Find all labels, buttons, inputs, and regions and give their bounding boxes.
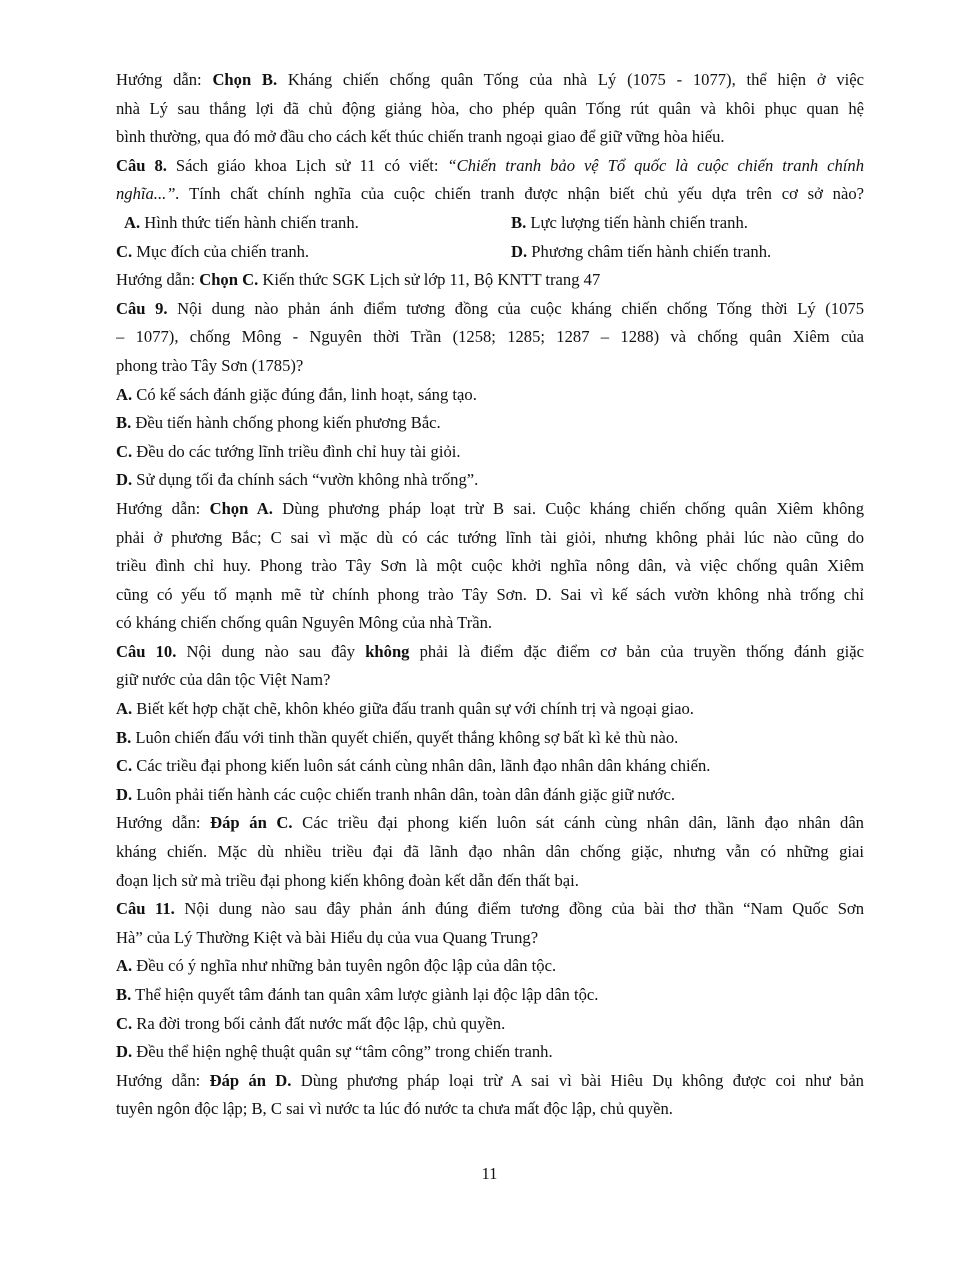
question-8-options-row-2 (116, 238, 864, 267)
question-10-guide-line-1: Hướng dẫn: Đáp án C. Các triều đại phong kiến luôn sát cánh cùng nhân dân, lãnh đạo nhân dân (116, 813, 864, 833)
question-10-option-c: C. Các triều đại phong kiến luôn sát cánh cùng nhân dân, lãnh đạo nhân dân kháng chiến. (116, 756, 711, 776)
question-8-options-row-1 (116, 209, 864, 238)
question-11-option-d: D. Đều thể hiện nghệ thuật quân sự “tâm công” trong chiến tranh. (116, 1042, 553, 1062)
question-8-line-1: Câu 8. Sách giáo khoa Lịch sử 11 có viết: “Chiến tranh bảo vệ Tổ quốc là cuộc chiến tranh chính (116, 155, 864, 175)
question-8-option-a: A. Hình thức tiến hành chiến tranh. (124, 212, 359, 232)
question-11-option-a: A. Đều có ý nghĩa như những bản tuyên ngôn độc lập của dân tộc. (116, 956, 557, 976)
question-10-option-a: A. Biết kết hợp chặt chẽ, khôn khéo giữa đấu tranh quân sự với chính trị và ngoại giao. (116, 699, 694, 719)
question-10-option-b: B. Luôn chiến đấu với tinh thần quyết chiến, quyết thắng không sợ bất kì kẻ thù nào. (116, 727, 679, 747)
question-9-option-d: D. Sử dụng tối đa chính sách “vườn không nhà trống”. (116, 470, 479, 490)
question-8-line-2: nghĩa...”. Tính chất chính nghĩa của cuộc chiến tranh được nhận biết chủ yếu dựa trên cơ sở nào? (116, 184, 864, 204)
question-9-option-c: C. Đều do các tướng lĩnh triều đình chỉ huy tài giỏi. (116, 441, 461, 461)
question-9-option-b: B. Đều tiến hành chống phong kiến phương Bắc. (116, 413, 441, 433)
question-9-line-2: – 1077), chống Mông - Nguyên thời Trần (1258; 1285; 1287 – 1288) và chống quân Xiêm của (116, 327, 864, 347)
question-11-line-1: Câu 11. Nội dung nào sau đây phản ánh đúng điểm tương đồng của bài thơ thần “Nam Quốc Sơn (116, 899, 864, 919)
page-number: 11 (481, 1164, 498, 1183)
question-9-guide-line-2: phải ở phương Bắc; C sai vì mặc dù có các tướng lĩnh tài giỏi, nhưng không phải lúc nào cũng do (116, 527, 864, 547)
question-9-line-1: Câu 9. Nội dung nào phản ánh điểm tương đồng của cuộc kháng chiến chống Tống thời Lý (1075 (116, 298, 864, 318)
question-11-option-c: C. Ra đời trong bối cảnh đất nước mất độc lập, chủ quyền. (116, 1013, 506, 1033)
question-11-option-b: B. Thể hiện quyết tâm đánh tan quân xâm lược giành lại độc lập dân tộc. (116, 985, 599, 1004)
question-11-line-2: Hà” của Lý Thường Kiệt và bài Hiểu dụ của vua Quang Trung? (116, 927, 539, 947)
question-10-guide-line-2: kháng chiến. Mặc dù nhiều triều đại đã lãnh đạo nhân dân chống giặc, nhưng vẫn có những giai (116, 842, 864, 862)
question-8-option-c: C. Mục đích của chiến tranh. (116, 241, 310, 261)
guide-7-line-3: bình thường, qua đó mở đầu cho cách kết thúc chiến tranh ngoại giao để giữ vững hòa hiếu. (116, 127, 725, 147)
question-9-guide-line-1: Hướng dẫn: Chọn A. Dùng phương pháp loạt trừ B sai. Cuộc kháng chiến chống quân Xiêm không (116, 498, 864, 518)
question-9-option-a: A. Có kế sách đánh giặc đúng đắn, linh hoạt, sáng tạo. (116, 384, 477, 404)
guide-7-line-1: Hướng dẫn: Chọn B. Kháng chiến chống quân Tống của nhà Lý (1075 - 1077), thể hiện ở việc (116, 70, 864, 89)
question-9-guide-line-5: có kháng chiến chống quân Nguyên Mông của nhà Trần. (116, 613, 493, 633)
question-9-guide-line-3: triều đình chỉ huy. Phong trào Tây Sơn là một cuộc khởi nghĩa nông dân, và việc chống quân Xiêm (116, 556, 864, 576)
question-9-line-3: phong trào Tây Sơn (1785)? (116, 355, 304, 375)
question-8-option-d: D. Phương châm tiến hành chiến tranh. (511, 241, 772, 261)
question-10-line-2: giữ nước của dân tộc Việt Nam? (116, 670, 331, 690)
question-10-guide-line-3: đoạn lịch sử mà triều đại phong kiến không đoàn kết dẫn đến thất bại. (116, 870, 579, 890)
guide-7-line-2: nhà Lý sau thắng lợi đã chủ động giảng hòa, cho phép quân Tống rút quân và khôi phục quan hệ (116, 98, 864, 118)
question-10-option-d: D. Luôn phải tiến hành các cuộc chiến tranh nhân dân, toàn dân đánh giặc giữ nước. (116, 784, 675, 804)
question-9-guide-line-4: cũng có yếu tố mạnh mẽ từ chính phong trào Tây Sơn. D. Sai vì kế sách vườn không nhà trống chỉ (116, 584, 864, 604)
question-10-line-1: Câu 10. Nội dung nào sau đây không phải là điểm đặc điểm cơ bản của truyền thống đánh giặc (116, 641, 864, 661)
question-8-option-b: B. Lực lượng tiến hành chiến tranh. (511, 212, 748, 232)
question-8-guide: Hướng dẫn: Chọn C. Kiến thức SGK Lịch sử lớp 11, Bộ KNTT trang 47 (116, 270, 601, 290)
question-11-guide-line-1: Hướng dẫn: Đáp án D. Dùng phương pháp loại trừ A sai vì bài Hiêu Dụ không được coi như bản (116, 1070, 864, 1090)
question-11-guide-line-2: tuyên ngôn độc lập; B, C sai vì nước ta lúc đó nước ta chưa mất độc lập, chủ quyền. (116, 1099, 673, 1119)
document-page (116, 66, 864, 1124)
